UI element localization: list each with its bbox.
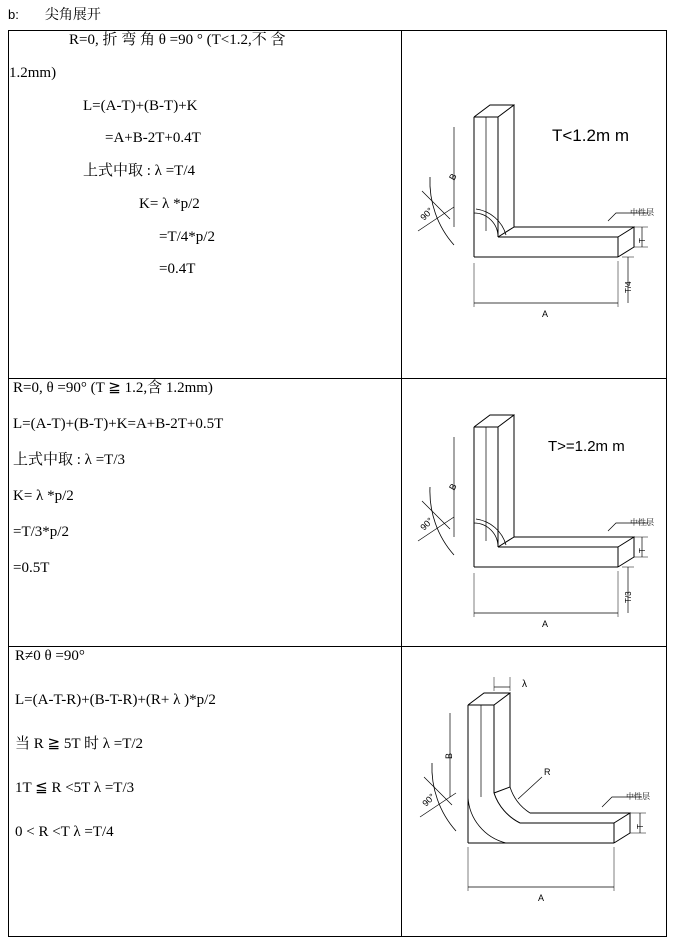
formula-line: R=0, 折 弯 角 θ =90 ° (T<1.2,不 含 (69, 32, 286, 48)
table-row (9, 647, 667, 937)
formula-line: R=0, θ =90° (T ≧ 1.2,含 1.2mm) (13, 380, 213, 396)
svg-text:A: A (542, 309, 549, 319)
formula-line: 0 < R <T λ =T/4 (15, 824, 114, 840)
svg-text:R: R (544, 767, 551, 777)
svg-text:B: B (444, 752, 454, 759)
section-label: b: (8, 7, 19, 22)
formula-line: K= λ *p/2 (139, 195, 200, 212)
formula-line: L=(A-T-R)+(B-T-R)+(R+ λ )*p/2 (15, 692, 216, 708)
formula-line: 1.2mm) (9, 64, 57, 81)
svg-text:T/3: T/3 (624, 591, 633, 603)
svg-text:T>=1.2m m: T>=1.2m m (548, 438, 625, 455)
svg-text:T: T (636, 824, 645, 829)
svg-text:T: T (638, 238, 647, 243)
table-row (9, 379, 667, 647)
formula-line: R≠0 θ =90° (15, 648, 85, 664)
svg-text:90°: 90° (418, 205, 436, 223)
formula-table (8, 30, 667, 937)
formula-cell-2 (9, 379, 402, 647)
svg-text:B: B (447, 481, 459, 492)
svg-text:90°: 90° (418, 515, 436, 533)
svg-text:λ: λ (522, 679, 527, 690)
formula-line: =0.5T (13, 560, 50, 576)
formula-line: =0.4T (159, 261, 196, 278)
bend-diagram-1 (402, 31, 666, 378)
svg-text:A: A (542, 619, 549, 629)
formula-cell-1 (9, 31, 402, 379)
figure-caption: T<1.2m m (552, 126, 629, 145)
svg-text:中性层: 中性层 (630, 208, 654, 217)
svg-text:90°: 90° (420, 791, 438, 809)
svg-text:B: B (447, 171, 459, 182)
table-row (9, 31, 667, 379)
bend-diagram-3 (402, 647, 666, 936)
svg-text:T/4: T/4 (624, 281, 633, 293)
formula-cell-3 (9, 647, 402, 937)
formula-line: 上式中取 : λ =T/3 (13, 452, 125, 468)
formula-line: L=(A-T)+(B-T)+K=A+B-2T+0.5T (13, 416, 224, 432)
svg-text:A: A (538, 893, 545, 903)
formula-line: 1T ≦ R <5T λ =T/3 (15, 780, 135, 796)
formula-line: =T/3*p/2 (13, 524, 69, 540)
formula-line: =A+B-2T+0.4T (105, 130, 201, 147)
section-title: 尖角展开 (44, 6, 101, 22)
figure-cell-2 (402, 379, 667, 647)
formula-line: 上式中取 : λ =T/4 (83, 163, 195, 179)
formula-line: 当 R ≧ 5T 时 λ =T/2 (15, 736, 144, 752)
formula-line: K= λ *p/2 (13, 488, 74, 504)
formula-line: =T/4*p/2 (159, 228, 215, 245)
svg-text:T: T (638, 548, 647, 553)
bend-diagram-2 (402, 379, 666, 646)
formula-line: L=(A-T)+(B-T)+K (83, 97, 198, 114)
svg-text:中性层: 中性层 (630, 518, 654, 527)
section-heading (8, 4, 101, 24)
figure-cell-1 (402, 31, 667, 379)
svg-text:中性层: 中性层 (626, 792, 650, 801)
figure-cell-3 (402, 647, 667, 937)
